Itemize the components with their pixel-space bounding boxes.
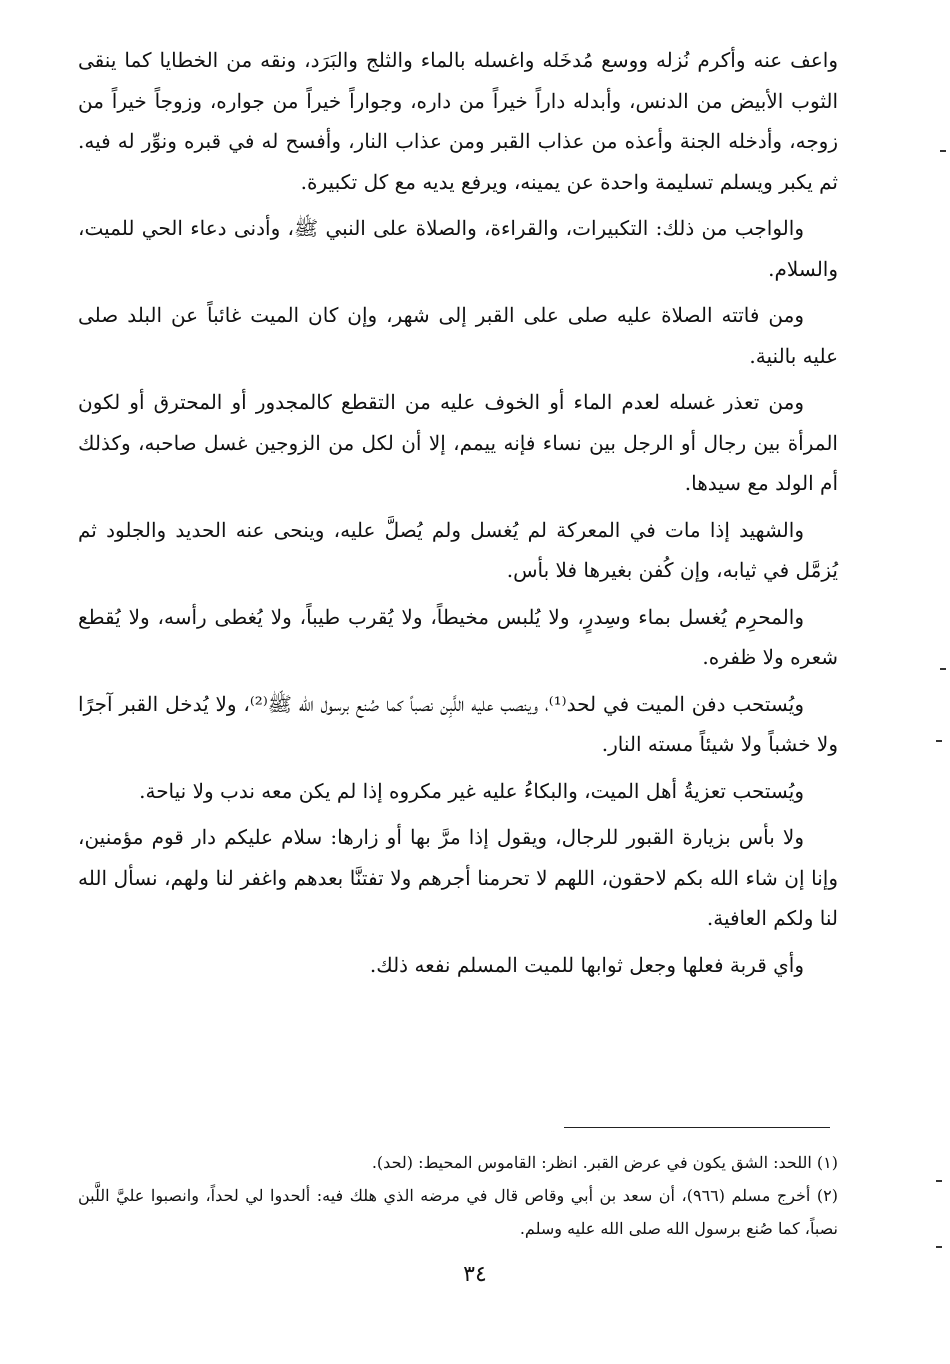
paragraph-4: ومن تعذر غسله لعدم الماء أو الخوف عليه من التقطع كالمجدور أو المحترق أو لكون المرأة بين رجال أو الرجل بين نساء فإنه ييمم، إلا أن لكل من الزوجين غسل صاحبه، وكذلك أم الولد مع سيدها.	[78, 390, 838, 495]
footnotes	[78, 1146, 838, 1245]
margin-mark	[936, 1246, 942, 1248]
paragraph-7: ويُستحب دفن الميت في لحد⁽¹⁾، وينصب عليه اللَّبِن نصباً كما صُنع برسول الله ﷺ⁽²⁾، ولا يُدخل القبر آجرًا ولا خشباً ولا شيئاً مسته النار.	[78, 691, 838, 756]
paragraph-5: والشهيد إذا مات في المعركة لم يُغسل ولم يُصلَّ عليه، وينحى عنه الحديد والجلود ثم يُزمَّل في ثيابه، وإن كُفن بغيرها فلا بأس.	[78, 517, 838, 582]
margin-mark	[940, 668, 946, 670]
margin-mark	[940, 150, 946, 152]
paragraph-8: ويُستحب تعزيةُ أهل الميت، والبكاءُ عليه غير مكروه إذا لم يكن معه ندب ولا نياحة.	[139, 778, 804, 803]
margin-mark	[936, 740, 942, 742]
footnote-separator	[564, 1127, 830, 1128]
paragraph-10: وأي قربة فعلها وجعل ثوابها للميت المسلم نفعه ذلك.	[369, 952, 804, 977]
footnote-1: (١) اللحد: الشق يكون في عرض القبر. انظر: القاموس المحيط: (لحد).	[371, 1153, 838, 1172]
main-text	[78, 40, 838, 991]
paragraph-6: والمحرِم يُغسل بماء وسِدرٍ، ولا يُلبس مخيطاً، ولا يُقرب طيباً، ولا يُغطى رأسه، ولا يُقطع شعره ولا ظفره.	[78, 604, 838, 669]
paragraph-1: واعف عنه وأكرم نُزله ووسع مُدخَله واغسله بالماء والثلج والبَرَد، ونقه من الخطايا كما ينقى الثوب الأبيض من الدنس، وأبدله داراً خيراً من داره، وجواراً خيراً من جواره، وزوجاً خيراً من زوجه، وأدخله الجنة وأعذه من عذاب القبر ومن عذاب النار، وأفسح له في قبره ونوِّر له فيه. ثم يكبر ويسلم تسليمة واحدة عن يمينه، ويرفع يديه مع كل تكبيرة.	[78, 48, 838, 194]
paragraph-2: والواجب من ذلك: التكبيرات، والقراءة، والصلاة على النبي ﷺ، وأدنى دعاء الحي للميت، والسلام.	[78, 216, 838, 281]
paragraph-9: ولا بأس بزيارة القبور للرجال، ويقول إذا مرَّ بها أو زارها: سلام عليكم دار قوم مؤمنين، وإنا إن شاء الله بكم لاحقون، اللهم لا تحرمنا أجرهم ولا تفتنَّا بعدهم واغفر لنا ولهم، نسأل الله لنا ولكم العافية.	[78, 825, 838, 930]
footnote-2: (٢) أخرج مسلم (٩٦٦)، أن سعد بن أبي وقاص قال في مرضه الذي هلك فيه: ألحدوا لي لحداً، وانصبوا عليَّ اللَّبن نصباً، كما صُنع برسول الله صلى الله عليه وسلم.	[78, 1186, 838, 1238]
page-number: ٣٤	[463, 1262, 487, 1287]
paragraph-3: ومن فاتته الصلاة عليه صلى على القبر إلى شهر، وإن كان الميت غائباً عن البلد صلى عليه بالنية.	[78, 303, 838, 368]
margin-mark	[936, 1180, 942, 1182]
